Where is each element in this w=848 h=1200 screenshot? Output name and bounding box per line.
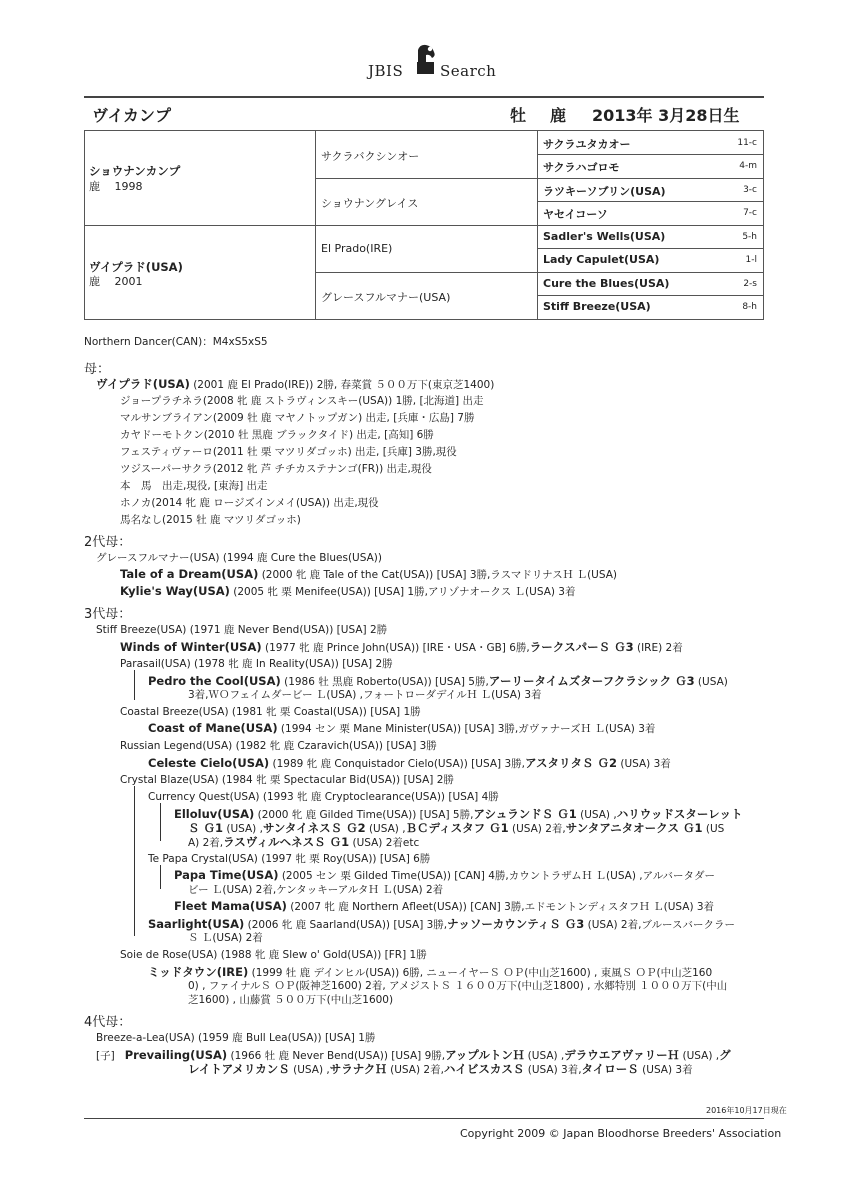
gen2-name: El Prado(IRE) (321, 242, 393, 255)
gen3-name: Lady Capulet(USA) (543, 253, 660, 266)
family-line: Papa Time(USA) (2005 セン 栗 Gilded Time(USA)) [CAN] 4勝,カウントラザムＨ Ｌ(USA) ,アルバータダー (174, 868, 715, 882)
family-line: ヴイプラド(USA) (2001 鹿 El Prado(IRE)) 2勝, 春菜賞 ５００万下(東京芝1400) (96, 377, 495, 391)
family-line: Breeze-a-Lea(USA) (1959 鹿 Bull Lea(USA)) [USA] 1勝 (96, 1032, 376, 1044)
section-fourth-dam: 4代母： (84, 1015, 132, 1030)
family-line: Ｓ Ｌ(USA) 2着 (188, 932, 263, 944)
gen3-name: Sadler's Wells(USA) (543, 230, 666, 243)
family-line: Celeste Cielo(USA) (1989 牝 鹿 Conquistador Cielo(USA)) [USA] 3勝,アスタリタＳ Ｇ2 (USA) 3着 (148, 756, 671, 770)
family-code: 1-l (745, 255, 757, 265)
family-line: ビー Ｌ(USA) 2着,ケンタッキーアルタＨ Ｌ(USA) 2着 (188, 884, 444, 896)
horse-color: 鹿 (550, 106, 567, 125)
gen2-name: サクラバクシンオー (321, 150, 420, 163)
horse-birthdate: 2013年 3月28日生 (592, 106, 740, 125)
family-line: Winds of Winter(USA) (1977 牝 鹿 Prince John(USA)) [IRE・USA・GB] 6勝,ラークスパーＳ Ｇ3 (IRE) 2着 (120, 640, 683, 654)
header-rule (84, 96, 764, 98)
family-line: Kylie's Way(USA) (2005 牝 栗 Menifee(USA)) [USA] 1勝,アリゾナオークス Ｌ(USA) 3着 (120, 584, 576, 598)
family-line: Russian Legend(USA) (1982 牝 鹿 Czaravich(USA)) [USA] 3勝 (120, 740, 437, 752)
family-code: 7-c (743, 208, 757, 218)
family-line: Pedro the Cool(USA) (1986 牡 黒鹿 Roberto(USA)) [USA] 5勝,アーリータイムズターフクラシック Ｇ3 (USA) (148, 674, 728, 688)
logo-jbis-text: JBIS (368, 62, 404, 80)
family-code: 8-h (742, 302, 757, 312)
family-line: ホノカ(2014 牝 鹿 ロージズインメイ(USA)) 出走,現役 (120, 497, 379, 509)
gen3-name: Stiff Breeze(USA) (543, 300, 651, 313)
family-line: 馬名なし(2015 牡 鹿 マツリダゴッホ) (120, 514, 301, 526)
family-line: Coastal Breeze(USA) (1981 牝 栗 Coastal(USA)) [USA] 1勝 (120, 706, 421, 718)
gen3-name: Cure the Blues(USA) (543, 277, 670, 290)
copyright: Copyright 2009 © Japan Bloodhorse Breeders' Association (460, 1127, 782, 1140)
family-line: ジョープラチネラ(2008 牝 鹿 ストラヴィンスキー(USA)) 1勝, [北海道] 出走 (120, 395, 484, 407)
family-line: ミッドタウン(IRE) (1999 牡 鹿 デインヒル(USA)) 6勝, ニューイヤーＳ ＯＰ(中山芝1600) , 東風Ｓ ＯＰ(中山芝160 (148, 965, 713, 979)
family-line: Soie de Rose(USA) (1988 牝 鹿 Slew o' Gold(USA)) [FR] 1勝 (120, 949, 427, 961)
family-line: Currency Quest(USA) (1993 牝 鹿 Cryptoclearance(USA)) [USA] 4勝 (148, 791, 499, 803)
family-line: フェスティヴァーロ(2011 牡 栗 マツリダゴッホ) 出走, [兵庫] 3勝,現役 (120, 446, 457, 458)
family-line: 本 馬 出走,現役, [東海] 出走 (120, 480, 268, 492)
inbreeding-note: Northern Dancer(CAN)：M4xS5xS5 (84, 336, 268, 348)
jbis-search-logo (368, 38, 498, 82)
family-line: A) 2着,ラスヴィルヘネスＳ Ｇ1 (USA) 2着etc (188, 835, 420, 849)
section-dam: 母： (84, 362, 111, 377)
gen2-name: ショウナングレイス (321, 197, 419, 210)
footer-rule (84, 1118, 764, 1119)
dam-name: ヴイプラド(USA) (89, 260, 183, 274)
family-line: Te Papa Crystal(USA) (1997 牝 栗 Roy(USA)) [USA] 6勝 (148, 853, 431, 865)
family-line: 芝1600) , 山藤賞 ５００万下(中山芝1600) (188, 994, 394, 1006)
family-code: 2-s (743, 279, 757, 289)
family-line: Coast of Mane(USA) (1994 セン 栗 Mane Minister(USA)) [USA] 3勝,ガヴァナーズＨ Ｌ(USA) 3着 (148, 721, 656, 735)
section-second-dam: 2代母： (84, 535, 132, 550)
pedigree-table (84, 130, 764, 320)
sire-name: ショウナンカンプ (89, 164, 181, 178)
sire-info: 鹿 1998 (89, 180, 143, 193)
gen3-name: ヤセイコーソ (543, 208, 608, 221)
family-line: Saarlight(USA) (2006 牝 鹿 Saarland(USA)) [USA] 3勝,ナッソーカウンティＳ Ｇ3 (USA) 2着,ブルースバークラー (148, 917, 735, 931)
gen3-name: ラツキーソブリン(USA) (543, 185, 666, 198)
logo-search-text: Search (440, 62, 497, 80)
family-line: Fleet Mama(USA) (2007 牝 鹿 Northern Afleet(USA)) [CAN] 3勝,エドモントンディスタフＨ Ｌ(USA) 3着 (174, 899, 715, 913)
family-line: Ｓ Ｇ1 (USA) ,サンタイネスＳ Ｇ2 (USA) ,ＢＣディスタフ Ｇ1 (USA) 2着,サンタアニタオークス Ｇ1 (US (188, 821, 725, 835)
family-line: ツジスーパーサクラ(2012 牝 芦 チチカステナンゴ(FR)) 出走,現役 (120, 463, 432, 475)
family-line: Crystal Blaze(USA) (1984 牝 栗 Spectacular Bid(USA)) [USA] 2勝 (120, 774, 454, 786)
horse-name: ヴイカンプ (92, 106, 172, 125)
family-line: カヤドーモトクン(2010 牡 黒鹿 ブラックタイド) 出走, [高知] 6勝 (120, 429, 434, 441)
gen3-name: サクラユタカオー (543, 138, 631, 151)
section-third-dam: 3代母： (84, 607, 132, 622)
family-line: [子] Prevailing(USA) (1966 牡 鹿 Never Bend(USA)) [USA] 9勝,アップルトンＨ (USA) ,デラウエアヴァリーＨ (USA) ,グ (96, 1048, 731, 1062)
family-line: Elloluv(USA) (2000 牝 鹿 Gilded Time(USA)) [USA] 5勝,アシュランドＳ Ｇ1 (USA) ,ハリウッドスターレット (174, 807, 743, 821)
horse-sex: 牡 (510, 106, 527, 125)
family-line: 0) , ファイナルＳ ＯＰ(阪神芝1600) 2着, アメジストＳ １６００万下(中山芝1800) , 水郷特別 １０００万下(中山 (188, 980, 728, 992)
gen2-name: グレースフルマナー(USA) (321, 291, 451, 304)
family-line: Stiff Breeze(USA) (1971 鹿 Never Bend(USA)) [USA] 2勝 (96, 624, 388, 636)
family-line: 3着,ＷＯフェイムダービー Ｌ(USA) ,フォートローダデイルＨ Ｌ(USA) 3着 (188, 689, 542, 701)
family-code: 11-c (737, 138, 757, 148)
family-line: レイトアメリカンＳ (USA) ,サラナクＨ (USA) 2着,ハイビスカスＳ (USA) 3着,タイローＳ (USA) 3着 (188, 1062, 693, 1076)
as-of-date: 2016年10月17日現在 (706, 1106, 787, 1115)
family-code: 5-h (742, 232, 757, 242)
horse-head-icon (412, 42, 438, 76)
gen3-name: サクラハゴロモ (543, 161, 620, 174)
family-line: Tale of a Dream(USA) (2000 牝 鹿 Tale of the Cat(USA)) [USA] 3勝,ラスマドリナスＨ Ｌ(USA) (120, 567, 617, 581)
family-code: 3-c (743, 185, 757, 195)
dam-info: 鹿 2001 (89, 275, 143, 288)
family-line: グレースフルマナー(USA) (1994 鹿 Cure the Blues(USA)) (96, 552, 382, 564)
family-code: 4-m (739, 161, 757, 171)
family-line: マルサンブライアン(2009 牡 鹿 マヤノトップガン) 出走, [兵庫・広島] 7勝 (120, 412, 475, 424)
family-line: Parasail(USA) (1978 牝 鹿 In Reality(USA)) [USA] 2勝 (120, 658, 393, 670)
